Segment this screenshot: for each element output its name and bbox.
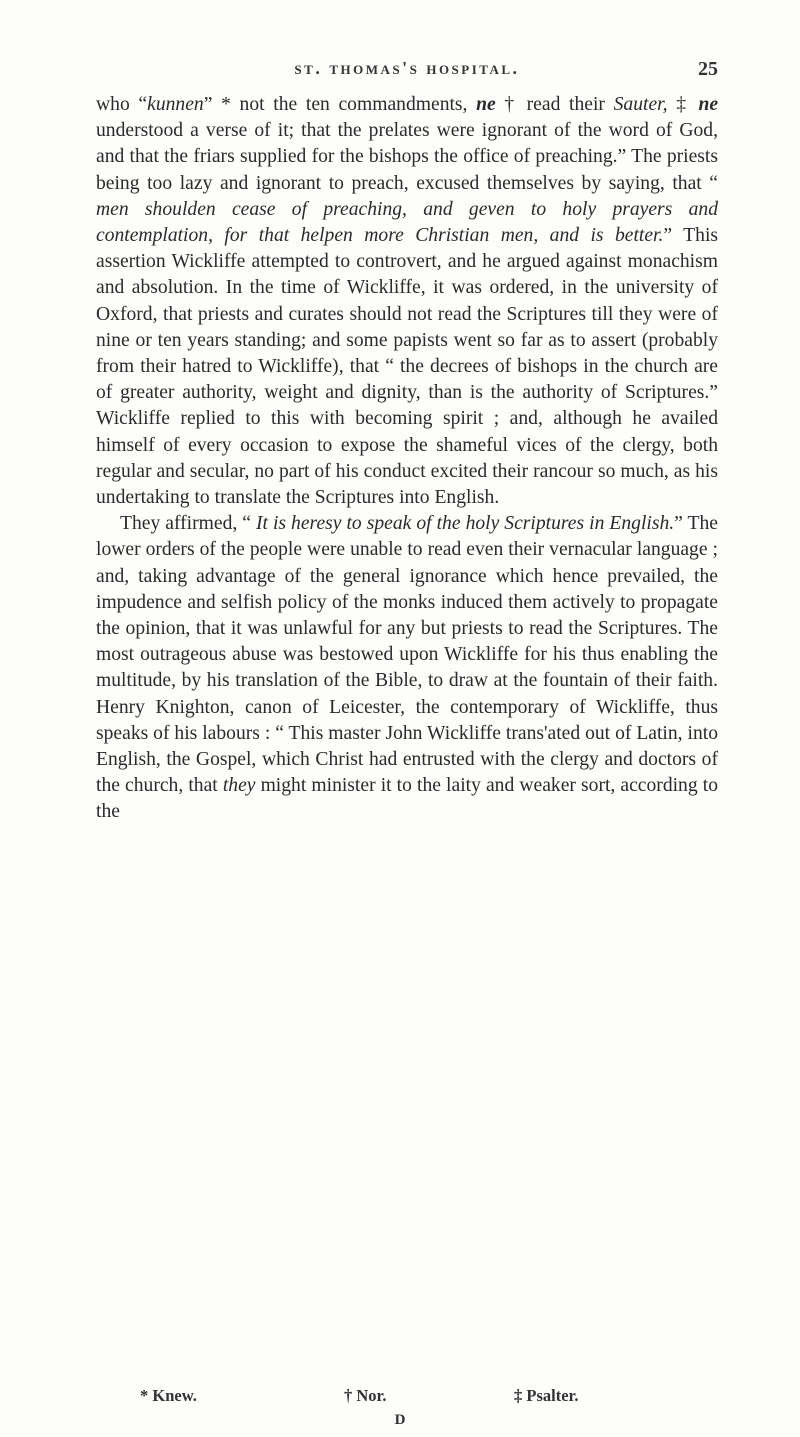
footnote-psalter: ‡ Psalter. bbox=[514, 1386, 579, 1405]
paragraph-2 bbox=[96, 511, 718, 825]
emphasis-run: ne bbox=[476, 94, 496, 115]
emphasis-run: Sauter, bbox=[613, 94, 668, 115]
text-run: ” The lower orders of the people were unable to read even their vernacular language ; and, taking advantage of the general ignorance which hence prevailed, the impudence and selfish policy of the monks induced them actively to propagate the opinion, that it was unlawful for any but priests to read the Scriptures. The most outrageous abuse was bestowed upon Wickliffe for his thus enabling the multitude, by his translation of the Bible, to draw at the fountain of their faith. Henry Knighton, canon of Leicester, the contemporary of Wickliffe, thus speaks of his labours : “ This master John Wickliffe trans'ated out of Latin, into English, the Gospel, which Christ had entrusted with the clergy and doctors of the church, that bbox=[96, 513, 718, 797]
body-text bbox=[96, 92, 718, 826]
running-head bbox=[96, 58, 718, 84]
paragraph-1 bbox=[96, 92, 718, 511]
footnote-knew: * Knew. bbox=[140, 1386, 197, 1405]
text-run: understood a verse of it; that the prelates were ignorant of the word of God, and that the friars supplied for the bishops the office of preaching.” The priests being too lazy and ignorant to preach, excused themselves by saying, that “ bbox=[96, 120, 718, 194]
text-run: ‡ bbox=[667, 94, 699, 115]
emphasis-run: men shoulden cease of preaching, and geven to holy prayers and contemplation, for that helpen more Christian men, and is better. bbox=[96, 198, 718, 247]
emphasis-run: It is heresy to speak of the holy Scriptures in English. bbox=[256, 513, 675, 535]
footnote-nor: † Nor. bbox=[344, 1386, 387, 1405]
emphasis-run: kunnen bbox=[147, 94, 204, 115]
text-run: might minister it to the laity and weaker sort, according to the bbox=[96, 775, 718, 823]
page-number: 25 bbox=[698, 58, 718, 80]
signature-mark: D bbox=[394, 1412, 406, 1428]
text-run: who “ bbox=[96, 94, 148, 115]
footnotes bbox=[96, 1386, 718, 1410]
text-run: They affirmed, “ bbox=[120, 513, 256, 535]
emphasis-run: ne bbox=[698, 94, 719, 115]
text-run: ” * not the ten commandments, bbox=[203, 94, 477, 115]
text-run: † read their bbox=[495, 94, 614, 115]
emphasis-run: they bbox=[222, 775, 256, 797]
running-title: st. thomas's hospital. bbox=[294, 58, 520, 78]
text-run: ” This assertion Wickliffe attempted to controvert, and he argued against monachism and absolution. In the time of Wickliffe, it was ordered, in the university of Oxford, that priests and curates should not read the Scriptures till they were of nine or ten years standing; and some papists went so far as to assert (probably from their hatred to Wickliffe), that “ the decrees of bishops in the church are of greater authority, weight and dignity, than is the authority of Scriptures.” Wickliffe replied to this with becoming spirit ; and, although he availed himself of every occasion to expose the shameful vices of the clergy, both regular and secular, no part of his conduct excited their rancour so much, as his undertaking to translate the Scriptures into English. bbox=[96, 225, 719, 509]
